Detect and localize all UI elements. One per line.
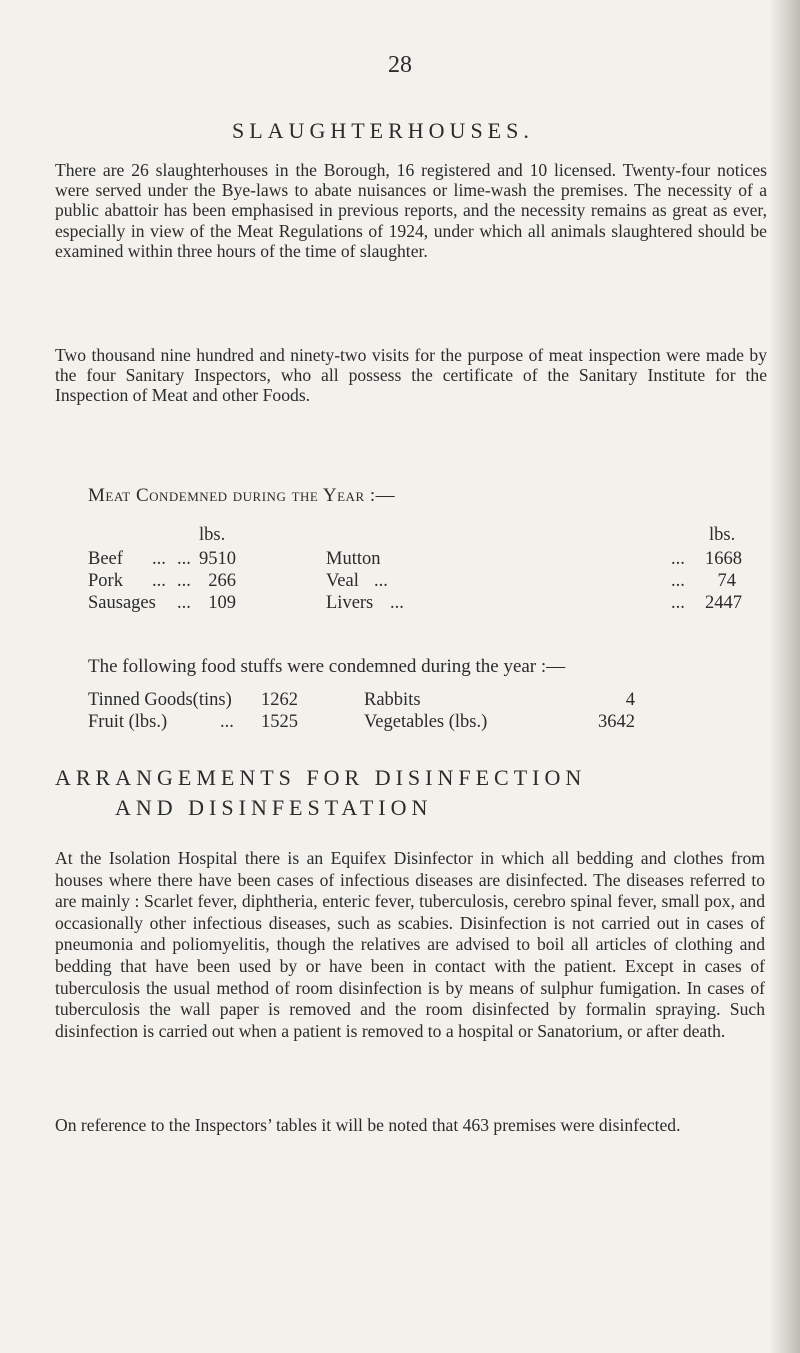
- section-heading-disinfection-line1: ARRANGEMENTS FOR DISINFECTION: [55, 765, 587, 790]
- dots: ...: [220, 712, 234, 732]
- meat-item-mutton: Mutton: [326, 549, 381, 569]
- meat-item-veal: Veal: [326, 571, 359, 591]
- food-value: 3642: [598, 712, 635, 732]
- meat-value-mutton: 1668: [705, 549, 742, 569]
- dots: ...: [671, 549, 685, 569]
- paragraph-meat-inspection: Two thousand nine hundred and ninety-two visits for the purpose of meat inspection were made by the four Sanitary Inspectors, who all possess the certificate of the Sanitary Institute for the Inspection of Meat and other Foods.: [55, 345, 767, 406]
- food-value: 1262: [261, 690, 298, 710]
- meat-value-sausages: 109: [208, 593, 236, 613]
- food-item: Vegetables (lbs.): [364, 712, 488, 732]
- meat-value-veal: 74: [717, 571, 736, 591]
- meat-item-livers: Livers: [326, 593, 374, 613]
- dots: ...: [374, 571, 388, 591]
- dots: ...: [671, 593, 685, 613]
- page-edge-shadow: [770, 0, 800, 1353]
- dots: ...: [152, 549, 166, 569]
- dots: ...: [152, 571, 166, 591]
- meat-value-livers: 2447: [705, 593, 742, 613]
- meat-item-beef: Beef: [88, 549, 123, 569]
- food-item: Rabbits: [364, 690, 421, 710]
- dots: ...: [177, 549, 191, 569]
- meat-value-beef: 9510: [199, 549, 236, 569]
- food-value: 4: [625, 690, 635, 710]
- section-heading-disinfection-line2: AND DISINFESTATION: [115, 795, 433, 820]
- paragraph-slaughterhouses: There are 26 slaughterhouses in the Borough, 16 registered and 10 licensed. Twenty-four notices were served under the Bye-laws to abate nuisances or lime-wash the premises. The necessity of a public abattoir has been emphasised in previous reports, and the necessity remains as great as ever, especially in view of the Meat Regulations of 1924, under which all animals slaughtered should be examined within three hours of the time of slaughter.: [55, 160, 767, 261]
- dots: ...: [177, 593, 191, 613]
- dots: ...: [671, 571, 685, 591]
- food-value: 1525: [261, 712, 298, 732]
- dots: ...: [390, 593, 404, 613]
- section-heading-slaughterhouses: SLAUGHTERHOUSES.: [232, 118, 534, 143]
- food-item: Tinned Goods(tins): [88, 690, 232, 710]
- food-item: Fruit (lbs.): [88, 712, 168, 732]
- meat-item-pork: Pork: [88, 571, 123, 591]
- dots: ...: [177, 571, 191, 591]
- food-stuffs-intro: The following food stuffs were condemned during the year :—: [88, 656, 566, 677]
- meat-item-sausages: Sausages: [88, 593, 156, 613]
- paragraph-premises-disinfected: On reference to the Inspectors’ tables it will be noted that 463 premises were disinfected.: [55, 1115, 681, 1135]
- meat-condemned-heading: [88, 485, 395, 507]
- paragraph-disinfection: At the Isolation Hospital there is an Equifex Disinfector in which all bedding and clothes from houses where there have been cases of infectious diseases are disinfected. The diseases referred to are mainly : Scarlet fever, diphtheria, enteric fever, tuberculosis, cerebro spinal fever, small pox, and occasionally other infectious diseases, such as scabies. Disinfection is not carried out in cases of pneumonia and poliomyelitis, though the relatives are advised to boil all articles of clothing and bedding that have been used by or have been in contact with the patient. Except in cases of tuberculosis the usual method of room disinfection is by means of sulphur fumigation. In cases of tuberculosis the wall paper is removed and the room disinfected by formalin spraying. Such disinfection is carried out when a patient is removed to a hospital or Sanatorium, or after death.: [55, 848, 765, 1041]
- meat-condemned-heading-text: Meat Condemned during the Year :—: [88, 485, 396, 506]
- page-number: 28: [388, 52, 412, 78]
- unit-header-left: lbs.: [199, 525, 226, 545]
- meat-value-pork: 266: [208, 571, 236, 591]
- unit-header-right: lbs.: [709, 525, 736, 545]
